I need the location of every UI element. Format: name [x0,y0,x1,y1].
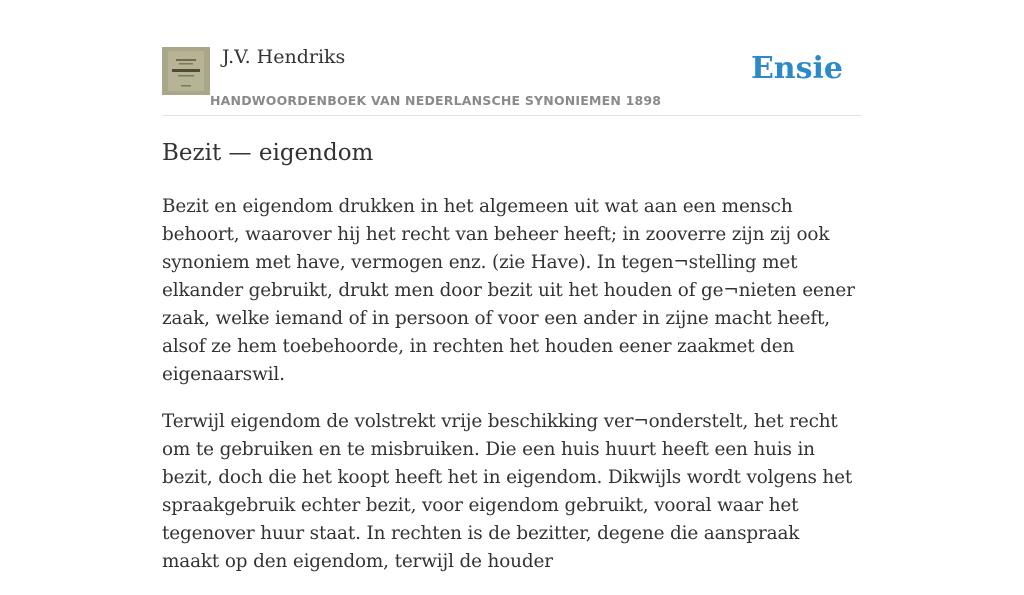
article-body [162,193,862,595]
page-title: Bezit — eigendom [162,140,374,166]
header [162,0,862,116]
source-book-title[interactable]: HANDWOORDENBOEK VAN NEDERLANSCHE SYNONIEMEN 1898 [210,93,662,108]
author-name[interactable]: J.V. Hendriks [222,46,346,68]
paragraph: Terwijl eigendom de volstrekt vrije beschikking ver¬onderstelt, het recht om te gebruiken en te misbruiken. Die een huis huurt heeft een huis in bezit, doch die het koopt heeft het in eigendom. Dikwijls wordt volgens het spraakgebruik echter bezit, voor eigendom gebruikt, vooral waar het tegenover huur staat. In rechten is de bezitter, degene die aanspraak maakt op den eigendom, terwijl de houder [162,411,853,572]
brand-logo[interactable]: Ensie [750,51,843,86]
page-container [162,0,862,572]
book-cover-avatar-icon[interactable] [162,47,210,95]
paragraph: Bezit en eigendom drukken in het algemeen uit wat aan een mensch behoort, waarover hij het recht van beheer heeft; in zooverre zijn zij ook synoniem met have, vermogen enz. (zie Have). In tegen¬stelling met elkander gebruikt, drukt men door bezit uit het houden of ge¬nieten eener zaak, welke iemand of in persoon of voor een ander in zijne macht heeft, alsof ze hem toebehoorde, in rechten het houden eener zaakmet den eigenaarswil. [162,196,855,385]
